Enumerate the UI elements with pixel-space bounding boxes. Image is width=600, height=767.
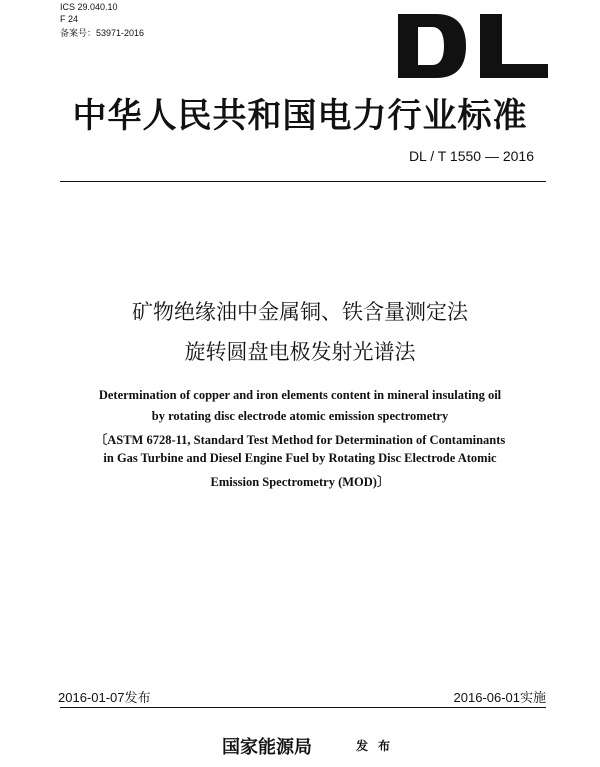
implementation-date: 2016-06-01实施 <box>453 690 546 705</box>
issuing-authority: 国家能源局 <box>222 737 312 758</box>
english-title-line-4: in Gas Turbine and Diesel Engine Fuel by Rotating Disc Electrode Atomic <box>103 451 497 465</box>
chinese-title-line-1: 矿物绝缘油中金属铜、铁含量测定法 <box>132 300 468 324</box>
english-title-line-3: 〔ASTM 6728-11, Standard Test Method for Determination of Contaminants <box>94 433 506 447</box>
english-title-line-5: Emission Spectrometry (MOD)〕 <box>210 475 390 489</box>
dl-logo <box>398 14 548 78</box>
ics-code: ICS 29.040.10 <box>60 2 118 12</box>
classification-code: F 24 <box>60 14 79 24</box>
english-title-line-1: Determination of copper and iron elements content in mineral insulating oil <box>98 388 502 402</box>
english-title-line-2: by rotating disc electrode atomic emission spectrometry <box>151 409 449 423</box>
top-divider <box>60 181 546 182</box>
issue-action: 发布 <box>356 739 401 753</box>
standard-number: DL / T 1550 — 2016 <box>408 148 534 164</box>
bottom-divider <box>60 707 546 708</box>
issue-date: 2016-01-07发布 <box>58 690 151 705</box>
record-number: 备案号：53971-2016 <box>60 28 145 38</box>
chinese-title-line-2: 旋转圆盘电极发射光谱法 <box>184 340 416 364</box>
industry-standard-title: 中华人民共和国电力行业标准 <box>72 96 528 136</box>
